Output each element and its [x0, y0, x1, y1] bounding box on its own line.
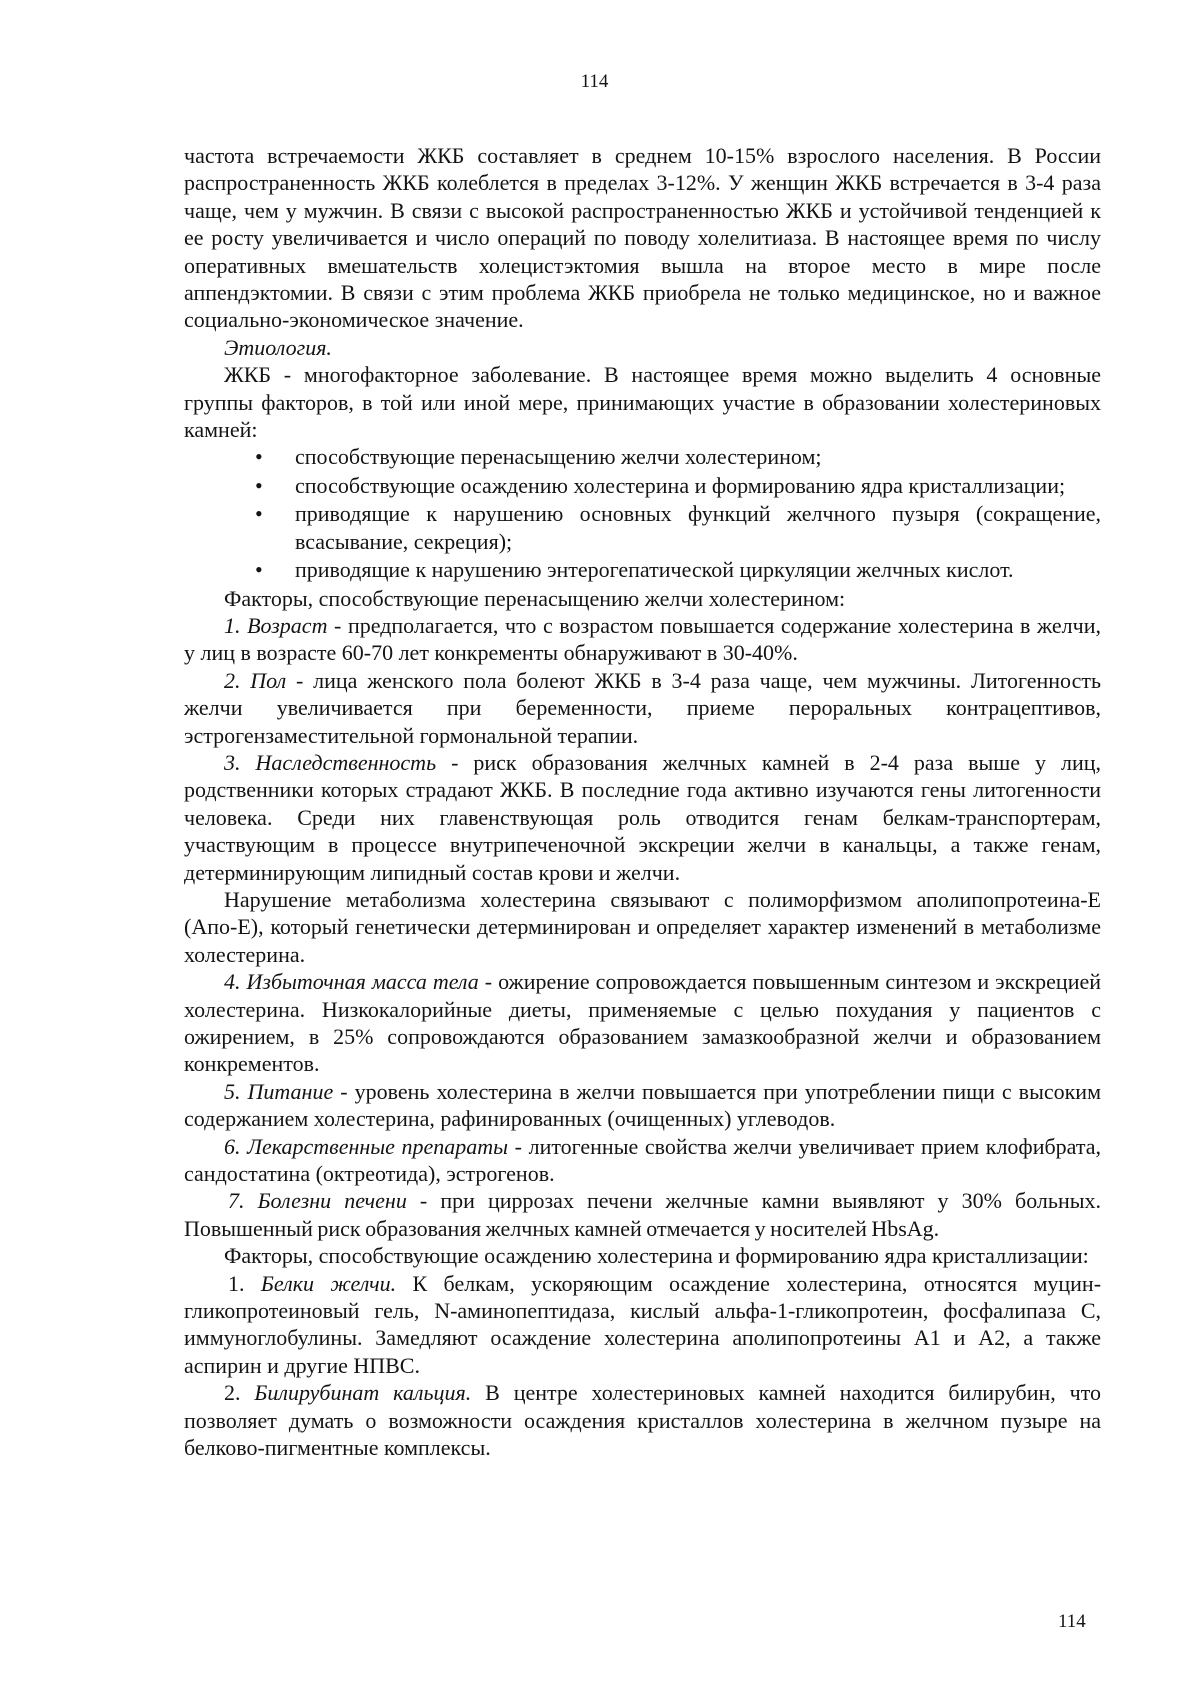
bullet-icon: •	[255, 501, 263, 527]
apo-paragraph: Нарушение метаболизма холестерина связывают с полиморфизмом аполипопротеина-Е (Апо-Е), который генетически детерминирован и определяет характер изменений в метаболизме холестерина.	[184, 886, 1101, 967]
list-item	[255, 443, 1101, 470]
factors-heading-2: Факторы, способствующие осаждению холестерина и формированию ядра кристаллизации:	[224, 1243, 1089, 1269]
factor-term: 6. Лекарственные препараты	[224, 1133, 509, 1159]
etiology-paragraph: ЖКБ - многофакторное заболевание. В настоящее время можно выделить 4 основные группы факторов, в той или иной мере, принимающих участие в образовании холестериновых камней:	[184, 362, 1101, 443]
factor-text: - при циррозах печени желчные камни выявляют у 30% больных. Повышенный риск образования желчных камней отмечается у носителей HbsAg.	[184, 1188, 1101, 1241]
factor-groups-list	[184, 443, 1101, 583]
crystal-factor-text: К белкам, ускоряющим осаждение холестерина, относятся муцин-гликопротеиновый гель, N-аминопептидаза, кислый альфа-1-гликопротеин, фосфалипаза С, иммуноглобулины. Замедляют осаждение холестерина аполипопротеины А1 и А2, а также аспирин и другие НПВС.	[184, 1270, 1102, 1378]
list-item-text: приводящие к нарушению энтерогепатической циркуляции желчных кислот.	[295, 557, 1014, 583]
list-item-text: способствующие осаждению холестерина и формированию ядра кристаллизации;	[295, 472, 1066, 498]
etiology-heading-text: Этиология.	[224, 334, 332, 360]
factor-paragraph	[184, 749, 1101, 886]
page-number-top: 114	[580, 71, 609, 92]
factor-term: 3. Наследственность	[224, 749, 437, 775]
list-item-text: способствующие перенасыщению желчи холестерином;	[295, 444, 822, 470]
factor-paragraph	[184, 612, 1101, 667]
factor-text: - уровень холестерина в желчи повышается при употреблении пищи с высоким содержанием холестерина, рафинированных (очищенных) углеводов.	[184, 1078, 1101, 1132]
factor-term: 5. Питание	[224, 1078, 334, 1104]
list-item	[255, 472, 1101, 499]
factor-text: - ожирение сопровождается повышенным синтезом и экскрецией холестерина. Низкокалорийные диеты, применяемые с целью похудания у пациентов с ожирением, в 25% сопровождаются образованием замазкообразной желчи и образованием конкрементов.	[184, 969, 1102, 1077]
factor-paragraph	[184, 1187, 1101, 1242]
factor-term: 2. Пол	[224, 667, 287, 693]
etiology-heading	[184, 334, 1101, 361]
list-item-text: приводящие к нарушению основных функций желчного пузыря (сокращение, всасывание, секреция);	[295, 501, 1101, 554]
list-item	[255, 556, 1101, 583]
factor-text: - предполагается, что с возрастом повышается содержание холестерина в желчи, у лиц в возрасте 60-70 лет конкременты обнаруживают в 30-40%.	[184, 612, 1101, 666]
factor-paragraph	[184, 667, 1101, 749]
crystal-factor-term: Белки желчи.	[260, 1270, 397, 1296]
crystal-factor-paragraph	[184, 1379, 1101, 1461]
intro-paragraph: частота встречаемости ЖКБ составляет в среднем 10-15% взрослого населения. В России распространенность ЖКБ колеблется в пределах 3-12%. У женщин ЖКБ встречается в 3-4 раза чаще, чем у мужчин. В связи с высокой распространенностью ЖКБ и устойчивой тенденцией к ее росту увеличивается и число операций по поводу холелитиаза. В настоящее время по числу оперативных вмешательств холецистэктомия вышла на второе место в мире после аппендэктомии. В связи с этим проблема ЖКБ приобрела не только медицинское, но и важное социально-экономическое значение.	[184, 143, 1101, 333]
bullet-icon: •	[255, 472, 263, 498]
factor-text: - лица женского пола болеют ЖКБ в 3-4 раза чаще, чем мужчины. Литогенность желчи увеличивается при беременности, приеме пероральных контрацептивов, эстрогензаместительной гормональной терапии.	[184, 667, 1101, 748]
crystal-factor-number: 1.	[228, 1270, 261, 1296]
document-body	[184, 142, 1101, 1462]
crystal-factor-text: В центре холестериновых камней находится билирубин, что позволяет думать о возможности осаждения кристаллов холестерина в желчном пузыре на белково-пигментные комплексы.	[184, 1380, 1102, 1461]
factors-heading-1: Факторы, способствующие перенасыщению желчи холестерином:	[224, 585, 846, 611]
factor-term: 7. Болезни печени	[228, 1188, 407, 1214]
factor-paragraph	[184, 1133, 1101, 1188]
factor-term: 4. Избыточная масса тела	[224, 969, 479, 995]
factor-paragraph	[184, 968, 1101, 1078]
list-item	[255, 500, 1101, 555]
crystal-factor-paragraph	[184, 1270, 1101, 1380]
factor-text: - риск образования желчных камней в 2-4 раза выше у лиц, родственники которых страдают ЖКБ. В последние года активно изучаются гены литогенности человека. Среди них главенствующая роль отводится генам белкам-транспортерам, участвующим в процессе внутрипеченочной экскреции желчи в канальцы, а также генам, детерминирующим липидный состав крови и желчи.	[184, 749, 1101, 885]
bullet-icon: •	[255, 557, 263, 583]
crystal-factor-number: 2.	[224, 1380, 255, 1406]
page-number-bottom: 114	[1058, 1611, 1086, 1632]
crystal-factor-term: Билирубинат кальция.	[254, 1380, 472, 1406]
factor-term: 1. Возраст	[224, 612, 328, 638]
factor-text: - литогенные свойства желчи увеличивает прием клофибрата, сандостатина (октреотида), эстрогенов.	[184, 1133, 1101, 1187]
factor-paragraph	[184, 1078, 1101, 1133]
bullet-icon: •	[255, 444, 263, 470]
